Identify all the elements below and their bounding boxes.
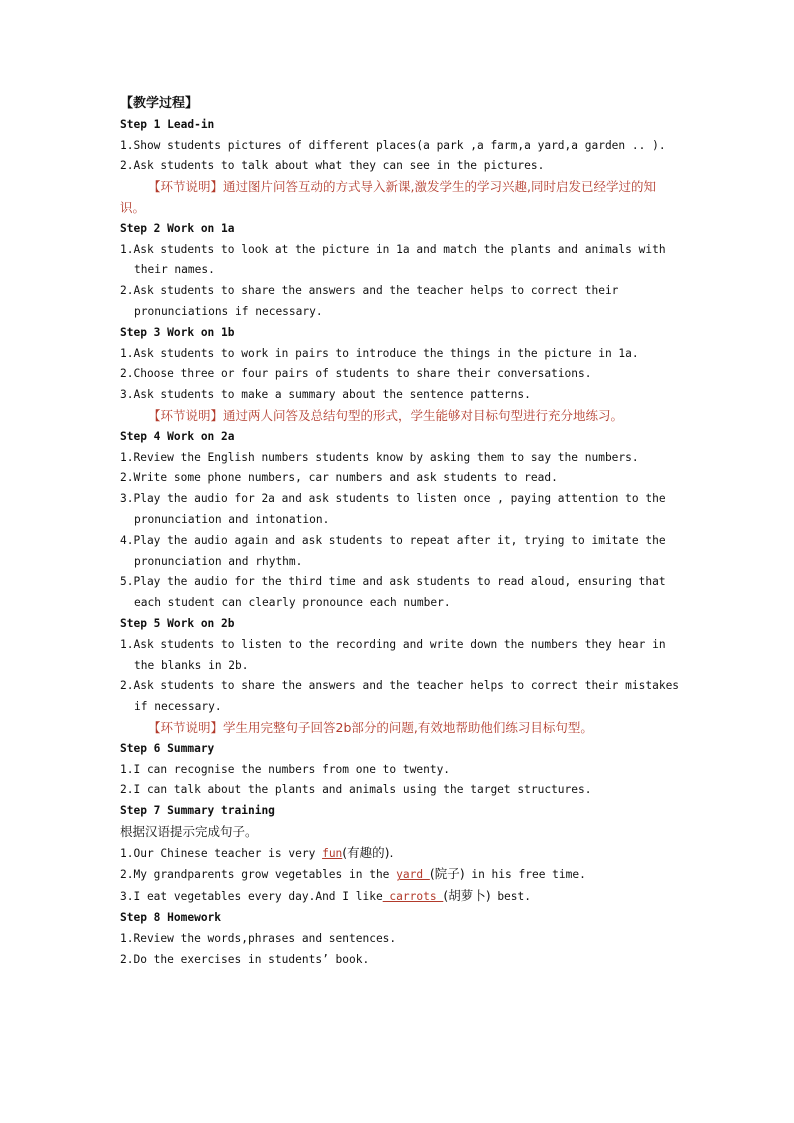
step-2-heading: Step 2 Work on 1a: [120, 221, 235, 235]
step-2-item-2: 2.Ask students to share the answers and the teacher helps to correct their pronunciations if necessary.: [120, 284, 619, 318]
training-instruction: 根据汉语提示完成句子。: [120, 823, 258, 839]
step-5-note: [120, 718, 680, 739]
question-text: 1.Our Chinese teacher is very: [120, 846, 323, 860]
hint: (胡萝卜): [443, 888, 491, 904]
question-text: 3.I eat vegetables every day.And I like: [120, 890, 383, 904]
step-3-note: [120, 406, 680, 427]
training-question-1: [120, 843, 680, 865]
note-label: 【环节说明】: [148, 407, 224, 423]
step-3-item-3: 3.Ask students to make a summary about the sentence patterns.: [120, 388, 531, 402]
lesson-plan: [120, 94, 680, 970]
step-6-item-1: 1.I can recognise the numbers from one to twenty.: [120, 762, 451, 776]
step-5-heading: Step 5 Work on 2b: [120, 616, 235, 630]
step-6-heading: Step 6 Summary: [120, 741, 215, 755]
step-2-item-1: 1.Ask students to look at the picture in 1a and match the plants and animals with their names.: [120, 242, 666, 277]
note-label: 【环节说明】: [148, 179, 224, 195]
step-4-item-1: 1.Review the English numbers students know by asking them to say the numbers.: [120, 450, 639, 464]
note-text: 学生用完整句子回答2b部分的问题,有效地帮助他们练习目标句型。: [223, 719, 593, 735]
note-text: 通过图片问答互动的方式导入新课,激发学生的学习兴趣,同时启发已经学过的知识。: [120, 179, 656, 215]
answer-yard: yard: [396, 868, 430, 882]
step-1-note: [120, 177, 680, 219]
step-8-heading: Step 8 Homework: [120, 911, 222, 925]
step-6-item-2: 2.I can talk about the plants and animals using the target structures.: [120, 783, 592, 797]
answer-fun: fun: [322, 846, 343, 860]
question-text: 2.My grandparents grow vegetables in the: [120, 868, 397, 882]
step-3-item-1: 1.Ask students to work in pairs to introduce the things in the picture in 1a.: [120, 346, 639, 360]
step-1-item-1: 1.Show students pictures of different places(a park ,a farm,a yard,a garden .. ).: [120, 138, 666, 152]
step-4-item-5: 5.Play the audio for the third time and ask students to read aloud, ensuring that each student can clearly pronounce each number.: [120, 575, 666, 610]
step-4-heading: Step 4 Work on 2a: [120, 429, 235, 443]
note-label: 【环节说明】: [148, 719, 224, 735]
question-text-end: in his free time.: [464, 868, 586, 882]
training-question-3: [120, 886, 680, 908]
step-4-item-4: 4.Play the audio again and ask students to repeat after it, trying to imitate the pronunciation and rhythm.: [120, 533, 666, 568]
step-5-item-2: 2.Ask students to share the answers and the teacher helps to correct their mistakes if necessary.: [120, 679, 680, 714]
homework-item-2: 2.Do the exercises in students’ book.: [120, 952, 370, 966]
section-title: 【教学过程】: [120, 96, 199, 111]
question-text-end: best.: [490, 890, 531, 904]
step-5-item-1: 1.Ask students to listen to the recording and write down the numbers they hear in the blanks in 2b.: [120, 637, 666, 672]
training-question-2: [120, 864, 680, 886]
step-1-heading: Step 1 Lead-in: [120, 117, 215, 131]
step-7-heading: Step 7 Summary training: [120, 804, 275, 818]
step-3-heading: Step 3 Work on 1b: [120, 325, 235, 339]
step-3-item-2: 2.Choose three or four pairs of students to share their conversations.: [120, 367, 592, 381]
step-1-item-2: 2.Ask students to talk about what they can see in the pictures.: [120, 159, 545, 173]
step-4-item-3: 3.Play the audio for 2a and ask students to listen once , paying attention to the pronunciation and intonation.: [120, 492, 666, 526]
step-4-item-2: 2.Write some phone numbers, car numbers and ask students to read.: [120, 471, 558, 485]
hint: (有趣的).: [342, 844, 394, 860]
note-text: 通过两人问答及总结句型的形式，学生能够对目标句型进行充分地练习。: [223, 407, 624, 423]
hint: (院子): [429, 866, 465, 882]
answer-carrots: carrots: [382, 890, 444, 904]
homework-item-1: 1.Review the words,phrases and sentences.: [120, 931, 397, 945]
